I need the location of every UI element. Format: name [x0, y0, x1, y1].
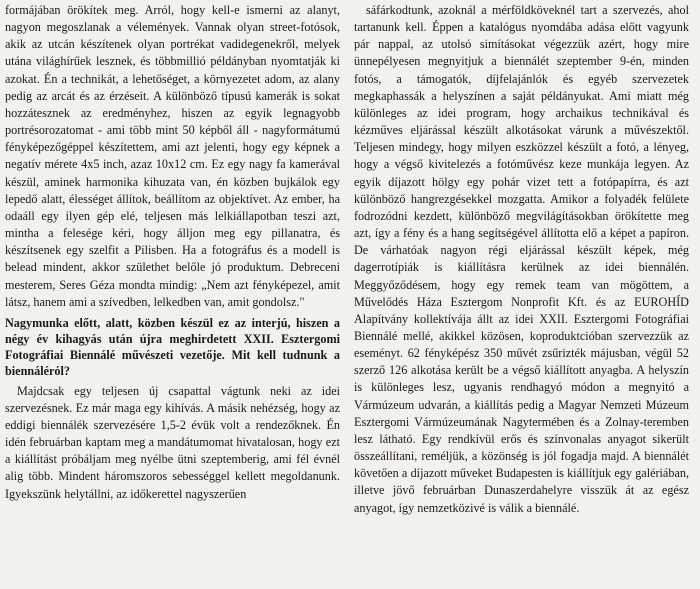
answer-paragraph-start: Majdcsak egy teljesen új csapattal vágtunk neki az idei szervezésnek. Ez már maga egy kihívás. A másik nehézség, hogy az eddigi biennálék szervezésére 1,5-2 évük volt a rendezőknek. Én idén februárban kaptam meg a mandátumomat hivatalosan, hogy ezt a kiállítást próbáljam meg nyélbe ütni szeptemberig, ami fél évnél alig több. Mindent háromszoros sebességgel kellett megoldanunk. Igyekszünk helytállni, az időkerettel nagyszerűen: [5, 383, 340, 501]
interview-question: Nagymunka előtt, alatt, közben készül ez az interjú, hiszen a négy év kihagyás után újra meghirdetett XXII. Esztergomi Fotográfiai Biennálé művészeti vezetője. Mit kell tudnunk a biennáléról?: [5, 315, 340, 379]
answer-paragraph-continued: sáfárkodtunk, azoknál a mérföldköveknél tart a szervezés, ahol tartanunk kell. Éppen a katalógus nyomdába adása előtt vagyunk pár nappal, az utolsó simításokat végezzük azért, hogy mire ünnepélyesen megnyitjuk a biennálét szeptember 9-én, minden fotós, a támogatók, díjfelajánlók és egyéb szervezetek megkaphassák a helyszínen a saját példányukat. Ami miatt még különleges az idei program, hogy archaikus technikával és kézműves eljárással készült alkotásokat várunk a művészektől. Teljesen mindegy, hogy milyen eszközzel készült a fotó, a lényeg, hogy a végső kivitelezés a fotóművész keze munkája legyen. Az egyik díjazott hölgy egy pohár vizet tett a fotópapírra, és azt különböző hangrezgésekkel mozgatta. Amikor a folyadék felülete fodrozódni kezdett, különböző megvilágításokban örökítette meg azt, így a fény és a hang segítségével állította elő a képet a papíron. De várhatóak nagyon régi eljárással készült képek, még dagerrotípiák is kiállításra kerülnek az idei biennálén. Meggyőződésem, hogy egy remek team van mögöttem, a Művelődés Háza Esztergom Nonprofit Kft. és az EUROHÍD Alapítvány kollektívája állt az idei XXII. Esztergomi Fotográfiai Biennálé mellé, akikkel közösen, koproduktcióban szervezzük az eseményt. 62 fényképész 350 művét zsűrizték májusban, végül 52 szerző 126 alkotása került be a végső kiállított anyagba. A helyszín is különleges lesz, ugyanis rendhagyó módon a megnyitó a Vármúzeum udvarán, a kiállítás pedig a Magyar Nemzeti Múzeum Esztergomi Vármúzeumának Nagytermében és a Zolnay-teremben lesz látható. Egy rendkívül erős és színvonalas anyagot sikerült összeállítani, reméljük, a közönség is jól fogadja majd. A biennálét követően a díjazott műveket Budapesten is kiállítjuk egy galériában, illetve jövő februárban Dunaszerdahelyre visszük át az egész anyagot, így nemzetközivé is válik a biennálé.: [354, 3, 689, 515]
left-column: [5, 2, 340, 589]
right-column: [354, 2, 689, 589]
answer-paragraph: formájában örökítek meg. Arról, hogy kell-e ismerni az alanyt, nagyon megoszlanak a vélemények. Vannak olyan street-fotósok, akik az utcán készítenek olyan portrékat vadidegenekről, melyek utána világhírűek lesznek, és többmillió példányban nyomtatják ki azokat. Én a technikát, a lehetőséget, a környezetet adom, az alany pedig az arcát és az érzéseit. A különböző típusú kamerák is sokat hozzátesznek az eredményhez, hiszen az egyik legnagyobb portrésorozatomat - ami több mint 50 képből áll - nagyformátumú fényképezőgéppel készítettem, ami azt jelenti, hogy egy képnek a negatív mérete 4x5 inch, azaz 10x12 cm. Ez egy nagy fa kamerával készül, aminek harmonika kihuzata van, én közben bujkálok egy lepedő alatt, élességet állítok, beállítom az objektívet. Az ember, ha odaáll egy ilyen gép elé, teljesen más lelkiállapotban teszi azt, mintha a felesége kéri, hogy álljon meg egy pillanatra, és készítsenek egy szelfit a Pilisben. Ha a fotográfus és a modell is belead mindent, akkor születhet belőle jó produktum. Debreceni mesterem, Seres Géza mondta mindig: „Nem azt fényképezel, amit látsz, hanem ami a szívedben, lelkedben van, amit gondolsz.": [5, 3, 340, 309]
